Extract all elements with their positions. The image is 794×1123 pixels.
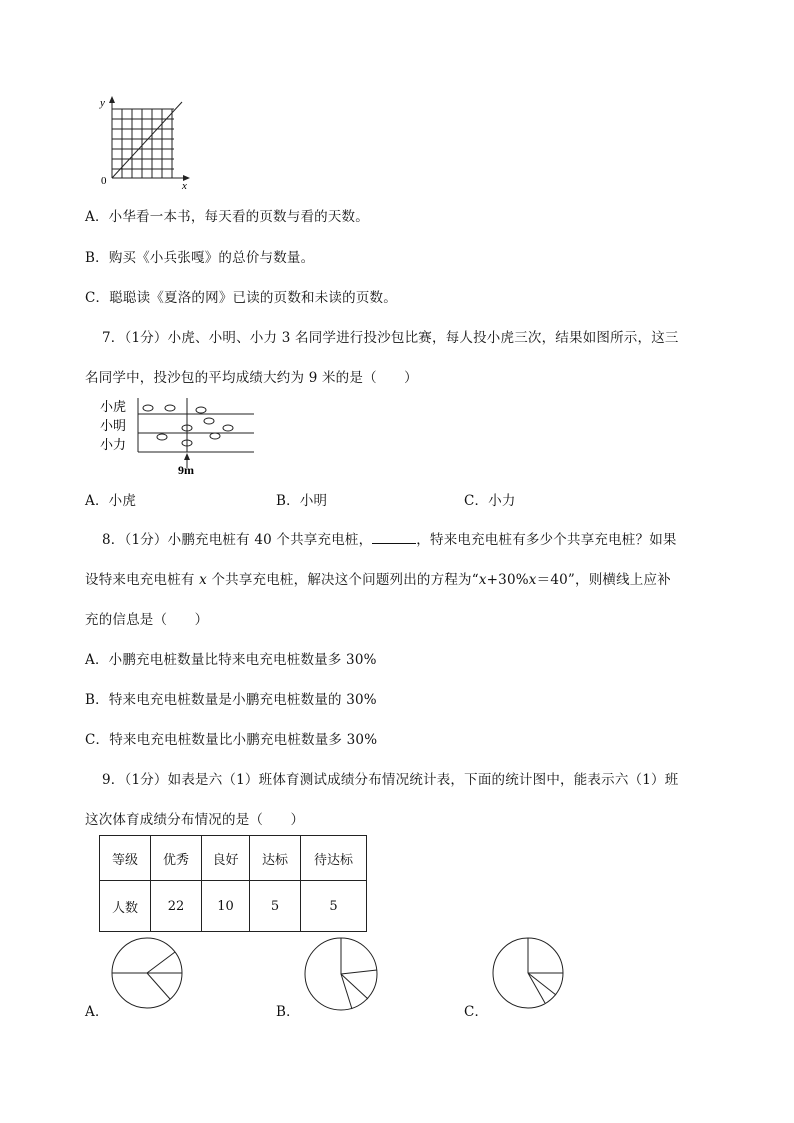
- table-header-cell: 良好: [202, 836, 250, 881]
- variable-x: x: [199, 572, 207, 588]
- table-row: [100, 881, 367, 932]
- sandbag-throw-figure: [98, 396, 258, 476]
- q8-stem-line3: 充的信息是（ ）: [85, 612, 209, 628]
- pie-chart-option-a[interactable]: [108, 937, 188, 1013]
- table-header-cell: 达标: [250, 836, 301, 881]
- q8-stem-line1: [102, 528, 677, 548]
- origin-label: 0: [101, 175, 107, 187]
- row-label-xiaoli: 小力: [100, 437, 127, 452]
- score-distribution-table: [99, 835, 367, 932]
- q6-option-a[interactable]: A．小华看一本书，每天看的页数与看的天数。: [85, 209, 369, 225]
- q8-option-b[interactable]: B．特来电充电桩数量是小鹏充电桩数量的 30%: [85, 692, 377, 708]
- equation-x2: x: [528, 572, 537, 588]
- table-header-cell: 等级: [100, 836, 151, 881]
- equation-mid: +30%: [486, 572, 529, 588]
- equation-x1: x: [478, 572, 487, 588]
- row-label-xiaohu: 小虎: [100, 399, 127, 414]
- table-cell: 10: [202, 881, 250, 932]
- q8-line2-part2: 个共享充电桩，解决这个问题列出的方程为“: [211, 572, 479, 588]
- q8-option-a[interactable]: A．小鹏充电桩数量比特来电充电桩数量多 30%: [85, 652, 377, 668]
- q6-option-c[interactable]: C．聪聪读《夏洛的网》已读的页数和未读的页数。: [85, 290, 397, 306]
- table-cell: 5: [250, 881, 301, 932]
- pie-chart-option-b[interactable]: [302, 937, 382, 1013]
- q7-option-a[interactable]: A．小虎: [85, 493, 137, 509]
- table-cell: 5: [301, 881, 367, 932]
- q6-option-b[interactable]: B．购买《小兵张嘎》的总价与数量。: [85, 250, 315, 266]
- q9-option-a[interactable]: A．: [85, 1004, 109, 1020]
- q7-option-b[interactable]: B．小明: [276, 493, 328, 509]
- q8-line1-part2: ，特来电充电桩有多少个共享充电桩？如果: [416, 532, 677, 548]
- q9-stem-line1: 9．（1分）如表是六（1）班体育测试成绩分布情况统计表，下面的统计图中，能表示六（1）班: [102, 772, 679, 788]
- q8-option-c[interactable]: C．特来电充电桩数量比小鹏充电桩数量多 30%: [85, 732, 378, 748]
- fill-blank: [372, 533, 416, 544]
- equation-end: ＝40”，则横线上应补: [536, 572, 671, 588]
- x-axis-label: x: [182, 180, 187, 190]
- row-label-xiaoming: 小明: [100, 418, 127, 433]
- nine-meter-label: 9m: [178, 463, 194, 476]
- table-cell: 22: [151, 881, 202, 932]
- table-header-row: [100, 836, 367, 881]
- table-row-label: 人数: [100, 881, 151, 932]
- q8-line2-part1: 设特来电充电桩有: [85, 572, 195, 588]
- q8-stem-line2: [85, 568, 671, 588]
- direct-proportion-graph: [96, 94, 196, 190]
- table-header-cell: 优秀: [151, 836, 202, 881]
- q9-stem-line2: 这次体育成绩分布情况的是（ ）: [85, 812, 305, 828]
- q7-stem-line2: 名同学中，投沙包的平均成绩大约为 9 米的是（ ）: [85, 370, 418, 386]
- q7-option-c[interactable]: C．小力: [464, 493, 516, 509]
- y-axis-label: y: [100, 97, 105, 109]
- q7-stem-line1: 7．（1分）小虎、小明、小力 3 名同学进行投沙包比赛，每人投小虎三次，结果如图所示，这三: [102, 330, 679, 346]
- pie-chart-option-c[interactable]: [490, 936, 568, 1012]
- table-header-cell: 待达标: [301, 836, 367, 881]
- q9-option-b[interactable]: B．: [276, 1004, 300, 1020]
- q8-line1-part1: 8．（1分）小鹏充电桩有 40 个共享充电桩，: [102, 532, 373, 548]
- q9-option-c[interactable]: C．: [464, 1004, 489, 1020]
